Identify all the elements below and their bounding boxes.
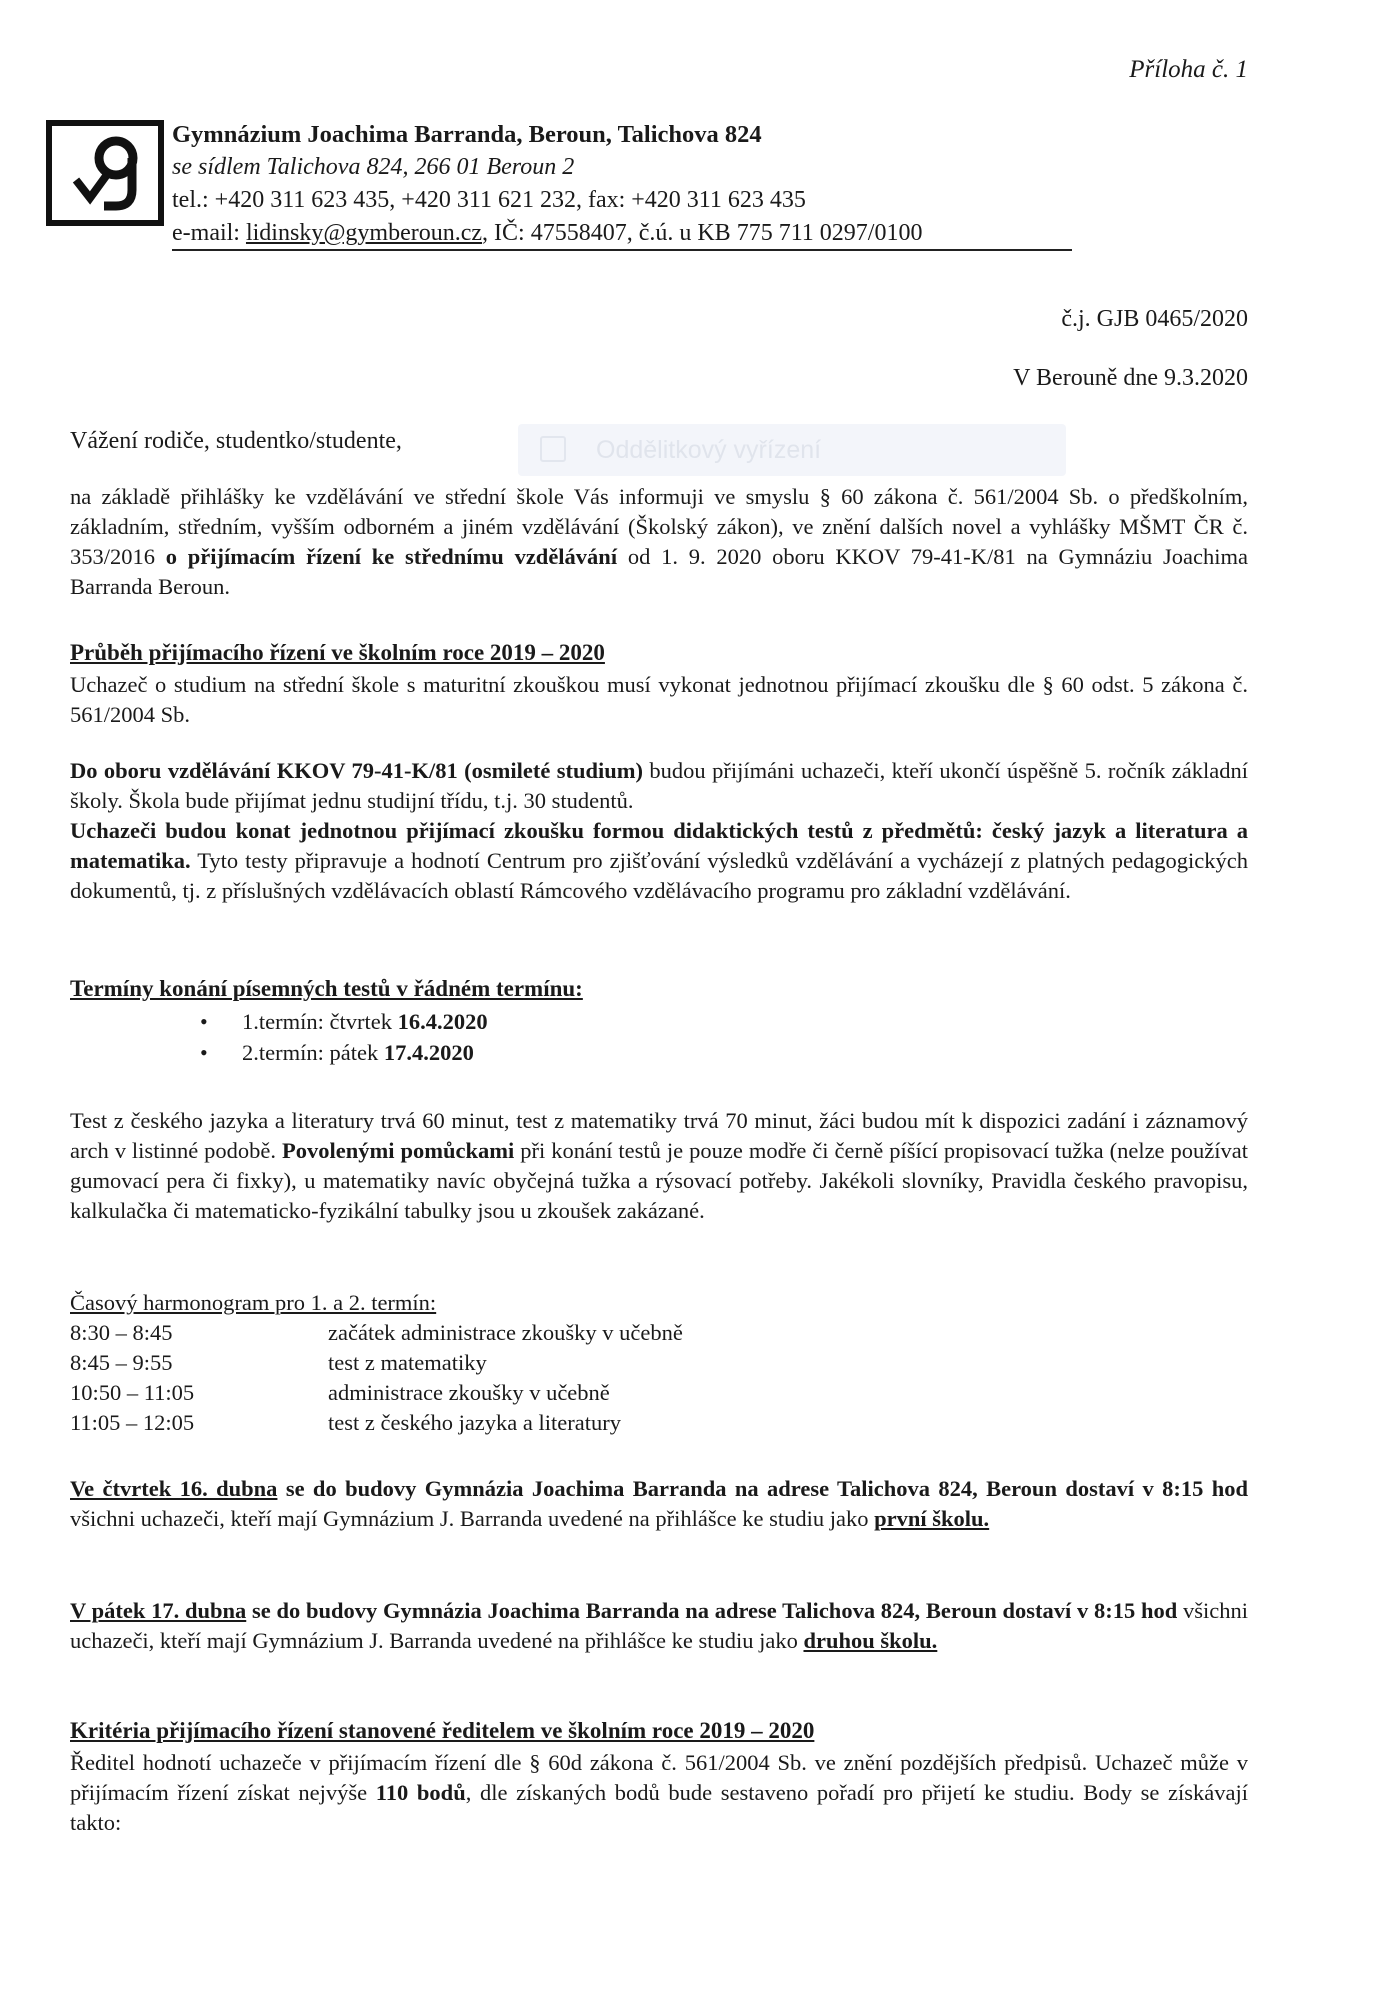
table-row: 8:45 – 9:55 test z matematiky bbox=[70, 1350, 487, 1375]
table-row: 11:05 – 12:05 test z českého jazyka a literatury bbox=[70, 1410, 621, 1435]
email-prefix: e-mail: bbox=[172, 220, 246, 246]
place-date: V Berouně dne 9.3.2020 bbox=[1013, 365, 1248, 391]
header-divider bbox=[172, 249, 1072, 251]
rules-paragraph: Test z českého jazyka a literatury trvá 60 minut, test z matematiky trvá 70 minut, žáci budou mít k dispozici zadání i záznamový arch v listinné podobě. Povolenými pomůckami při konání testů je pouze modře či černě píšící propisovací tužka (nelze používat gumovací pera či fixky), u matematiky navíc obyčejná tužka a rýsovací potřeby. Jakékoli slovníky, Pravidla českého pravopisu, kalkulačka či matematicko-fyzikální tabulky jsou u zkoušek zakázané. bbox=[70, 1108, 1248, 1223]
faint-overlay-banner bbox=[518, 424, 1066, 476]
process-paragraph: Uchazeč o studium na střední škole s maturitní zkouškou musí vykonat jednotnou přijímací zkoušku dle § 60 odst. 5 zákona č. 561/2004 Sb. bbox=[70, 672, 1248, 727]
friday-paragraph: V pátek 17. dubna se do budovy Gymnázia Joachima Barranda na adrese Talichova 824, Beroun dostaví v 8:15 hod všichni uchazeči, kteří mají Gymnázium J. Barranda uvedené na přihlášce ke studiu jako druhou školu. bbox=[70, 1598, 1248, 1653]
intro-paragraph: na základě přihlášky ke vzdělávání ve střední škole Vás informuji ve smyslu § 60 zákona č. 561/2004 Sb. o předškolním, základním, středním, vyšším odborném a jiném vzdělávání (Školský zákon), ve znění dalších novel a vyhlášky MŠMT ČR č. 353/2016 o přijímacím řízení ke střednímu vzdělávání od 1. 9. 2020 oboru KKOV 79-41-K/81 na Gymnáziu Joachima Barranda Beroun. bbox=[70, 484, 1248, 599]
faint-checkbox-icon bbox=[540, 436, 566, 462]
school-logo bbox=[46, 120, 164, 226]
school-seat: se sídlem Talichova 824, 266 01 Beroun 2 bbox=[172, 154, 575, 180]
faint-overlay-label: Oddělitkový vyřízení bbox=[596, 436, 822, 464]
letterhead bbox=[172, 118, 922, 250]
criteria-paragraph: Ředitel hodnotí uchazeče v přijímacím řízení dle § 60d zákona č. 561/2004 Sb. ve znění pozdějších předpisů. Uchazeč může v přijímacím řízení získat nejvýše 110 bodů, dle získaných bodů bude sestaveno pořadí pro přijetí ke studiu. Body se získávají takto: bbox=[70, 1750, 1248, 1835]
phone-line: tel.: +420 311 623 435, +420 311 621 232, fax: +420 311 623 435 bbox=[172, 187, 806, 213]
section-heading-terms: Termíny konání písemných testů v řádném termínu: bbox=[70, 976, 583, 1001]
list-item: • 1.termín: čtvrtek 16.4.2020 bbox=[200, 1006, 488, 1037]
list-item: • 2.termín: pátek 17.4.2020 bbox=[200, 1037, 488, 1068]
reference-number: č.j. GJB 0465/2020 bbox=[1061, 306, 1248, 332]
terms-list bbox=[200, 1006, 488, 1068]
school-name: Gymnázium Joachima Barranda, Beroun, Talichova 824 bbox=[172, 121, 762, 148]
schedule-title: Časový harmonogram pro 1. a 2. termín: bbox=[70, 1290, 437, 1315]
email-link[interactable]: lidinsky@gymberoun.cz bbox=[245, 220, 483, 246]
annex-label: Příloha č. 1 bbox=[1129, 56, 1248, 83]
section-heading-criteria: Kritéria přijímacího řízení stanovené ředitelem ve školním roce 2019 – 2020 bbox=[70, 1718, 815, 1743]
field-paragraph: Do oboru vzdělávání KKOV 79-41-K/81 (osmileté studium) budou přijímáni uchazeči, kteří ukončí úspěšně 5. ročník základní školy. Škola bude přijímat jednu studijní třídu, t.j. 30 studentů. Uchazeči budou konat jednotnou přijímací zkoušku formou didaktických testů z předmětů: český jazyk a literatura a matematika. Tyto testy připravuje a hodnotí Centrum pro zjišťování výsledků vzdělávání a vycházejí z platných pedagogických dokumentů, tj. z příslušných vzdělávacích oblastí Rámcového vzdělávacího programu pro základní vzdělávání. bbox=[70, 758, 1248, 903]
salutation: Vážení rodiče, studentko/studente, bbox=[70, 428, 402, 454]
ids: , IČ: 47558407, č.ú. u KB 775 711 0297/0100 bbox=[482, 220, 923, 246]
table-row: 10:50 – 11:05 administrace zkoušky v učebně bbox=[70, 1380, 610, 1405]
section-heading-process: Průběh přijímacího řízení ve školním roce 2019 – 2020 bbox=[70, 640, 605, 665]
email-line bbox=[172, 217, 922, 250]
thursday-paragraph: Ve čtvrtek 16. dubna se do budovy Gymnázia Joachima Barranda na adrese Talichova 824, Beroun dostaví v 8:15 hod všichni uchazeči, kteří mají Gymnázium J. Barranda uvedené na přihlášce ke studiu jako první školu. bbox=[70, 1476, 1248, 1531]
schedule-table bbox=[70, 1318, 683, 1438]
table-row: 8:30 – 8:45 začátek administrace zkoušky v učebně bbox=[70, 1320, 683, 1345]
